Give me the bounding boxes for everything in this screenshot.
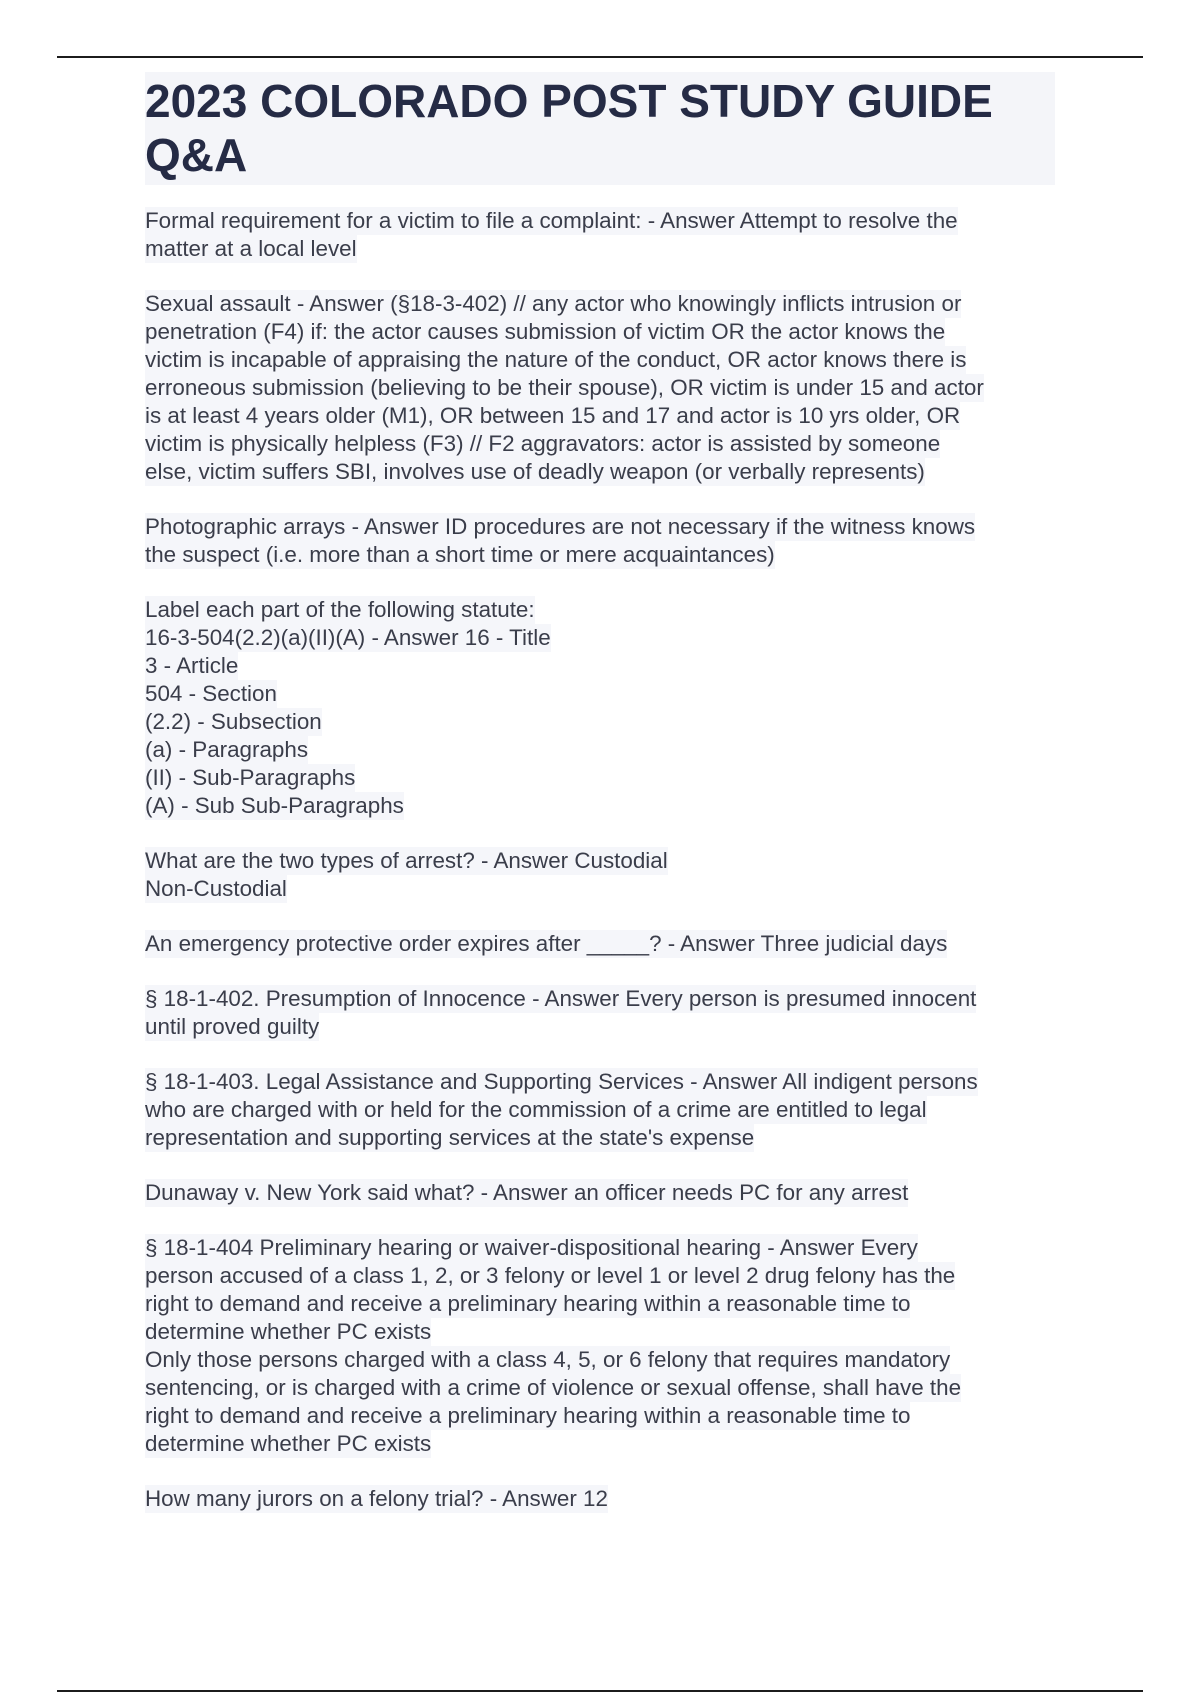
- qa-line: Non-Custodial: [145, 876, 287, 901]
- qa-line: § 18-1-403. Legal Assistance and Supporting Services - Answer All indigent persons: [145, 1069, 978, 1094]
- qa-line: (2.2) - Subsection: [145, 709, 322, 734]
- qa-line: Dunaway v. New York said what? - Answer an officer needs PC for any arrest: [145, 1180, 909, 1205]
- qa-line: matter at a local level: [145, 236, 357, 261]
- bottom-rule: [57, 1690, 1143, 1692]
- qa-line: How many jurors on a felony trial? - Answer 12: [145, 1486, 608, 1511]
- qa-line: Formal requirement for a victim to file a complaint: - Answer Attempt to resolve the: [145, 208, 958, 233]
- title-line: Q&A: [145, 129, 248, 181]
- qa-line: until proved guilty: [145, 1014, 320, 1039]
- document-body: [145, 72, 1055, 1540]
- qa-entry: [145, 290, 1055, 486]
- qa-line: What are the two types of arrest? - Answer Custodial: [145, 848, 668, 873]
- qa-entry: [145, 207, 1055, 263]
- qa-line: representation and supporting services at the state's expense: [145, 1125, 755, 1150]
- qa-entry: [145, 1485, 1055, 1513]
- qa-entry: [145, 1068, 1055, 1152]
- qa-line: right to demand and receive a preliminary hearing within a reasonable time to: [145, 1403, 911, 1428]
- qa-entry: [145, 930, 1055, 958]
- qa-line: 16-3-504(2.2)(a)(II)(A) - Answer 16 - Title: [145, 625, 551, 650]
- qa-line: person accused of a class 1, 2, or 3 felony or level 1 or level 2 drug felony has the: [145, 1263, 956, 1288]
- qa-line: else, victim suffers SBI, involves use of deadly weapon (or verbally represents): [145, 459, 925, 484]
- qa-line: 504 - Section: [145, 681, 277, 706]
- qa-line: victim is incapable of appraising the nature of the conduct, OR actor knows there is: [145, 347, 967, 372]
- qa-line: determine whether PC exists: [145, 1319, 432, 1344]
- qa-line: victim is physically helpless (F3) // F2 aggravators: actor is assisted by someone: [145, 431, 941, 456]
- qa-entry: [145, 847, 1055, 903]
- qa-line: § 18-1-404 Preliminary hearing or waiver-dispositional hearing - Answer Every: [145, 1235, 918, 1260]
- qa-line: § 18-1-402. Presumption of Innocence - Answer Every person is presumed innocent: [145, 986, 977, 1011]
- qa-entry: [145, 1179, 1055, 1207]
- qa-line: Sexual assault - Answer (§18-3-402) // any actor who knowingly inflicts intrusion or: [145, 291, 962, 316]
- document-title: [145, 72, 1055, 185]
- qa-line: (A) - Sub Sub-Paragraphs: [145, 793, 404, 818]
- title-line: 2023 COLORADO POST STUDY GUIDE: [145, 75, 993, 127]
- qa-entry: [145, 985, 1055, 1041]
- qa-line: the suspect (i.e. more than a short time or mere acquaintances): [145, 542, 775, 567]
- qa-entry: [145, 596, 1055, 820]
- qa-line: penetration (F4) if: the actor causes submission of victim OR the actor knows the: [145, 319, 946, 344]
- qa-line: Label each part of the following statute:: [145, 597, 535, 622]
- qa-line: Photographic arrays - Answer ID procedures are not necessary if the witness knows: [145, 514, 976, 539]
- top-rule: [57, 56, 1143, 58]
- qa-line: is at least 4 years older (M1), OR between 15 and 17 and actor is 10 yrs older, OR: [145, 403, 961, 428]
- qa-entry: [145, 513, 1055, 569]
- qa-line: who are charged with or held for the commission of a crime are entitled to legal: [145, 1097, 927, 1122]
- qa-entry: [145, 1234, 1055, 1458]
- qa-line: Only those persons charged with a class 4, 5, or 6 felony that requires mandatory: [145, 1347, 951, 1372]
- qa-line: erroneous submission (believing to be their spouse), OR victim is under 15 and actor: [145, 375, 984, 400]
- qa-line: An emergency protective order expires after _____? - Answer Three judicial days: [145, 931, 948, 956]
- qa-line: sentencing, or is charged with a crime of violence or sexual offense, shall have the: [145, 1375, 962, 1400]
- qa-line: determine whether PC exists: [145, 1431, 432, 1456]
- qa-line: 3 - Article: [145, 653, 239, 678]
- qa-line: (a) - Paragraphs: [145, 737, 309, 762]
- qa-line: right to demand and receive a preliminary hearing within a reasonable time to: [145, 1291, 911, 1316]
- qa-line: (II) - Sub-Paragraphs: [145, 765, 356, 790]
